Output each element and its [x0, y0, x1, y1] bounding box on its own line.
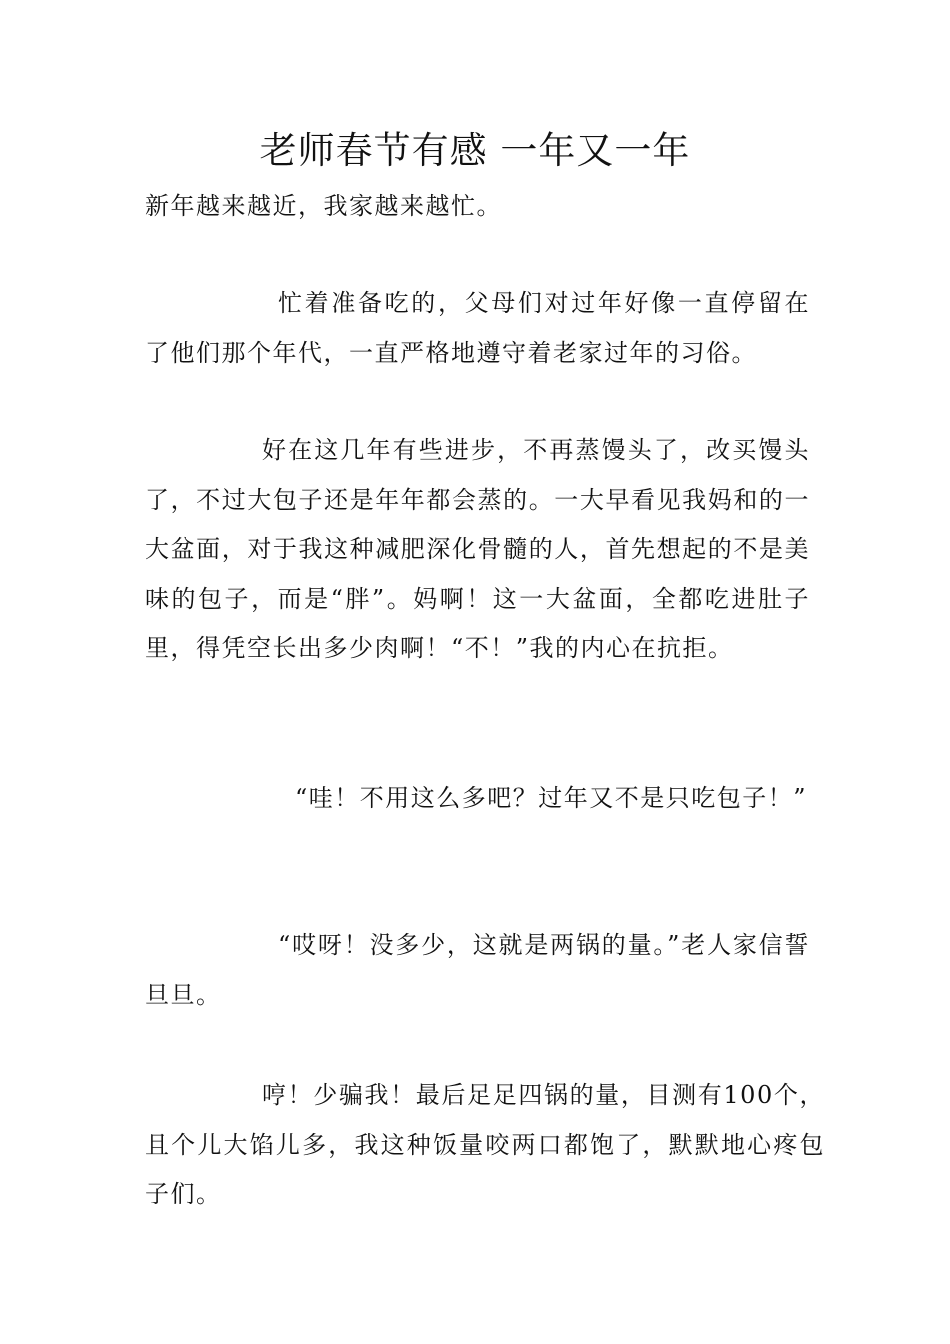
paragraph-2: 忙着准备吃的，父母们对过年好像一直停留在了他们那个年代，一直严格地遵守着老家过年的习俗。 [145, 289, 810, 367]
paragraph-5: “哎呀！没多少，这就是两锅的量。”老人家信誓旦旦。 [145, 931, 810, 1009]
document-title: 老师春节有感 一年又一年 [259, 129, 691, 172]
paragraph-3: 好在这几年有些进步，不再蒸馒头了，改买馒头了，不过大包子还是年年都会蒸的。一大早看见我妈和的一大盆面，对于我这种减肥深化骨髓的人，首先想起的不是美味的包子，而是“胖”。妈啊！这一大盆面，全都吃进肚子里，得凭空长出多少肉啊！“不！”我的内心在抗拒。 [145, 436, 810, 662]
paragraph-6: 哼！少骗我！最后足足四锅的量，目测有100个，且个儿大馅儿多，我这种饭量咬两口都饱了，默默地心疼包子们。 [145, 1081, 825, 1208]
paragraph-1: 新年越来越近，我家越来越忙。 [145, 192, 502, 220]
paragraph-4: “哇！不用这么多吧？过年又不是只吃包子！” [295, 784, 808, 812]
